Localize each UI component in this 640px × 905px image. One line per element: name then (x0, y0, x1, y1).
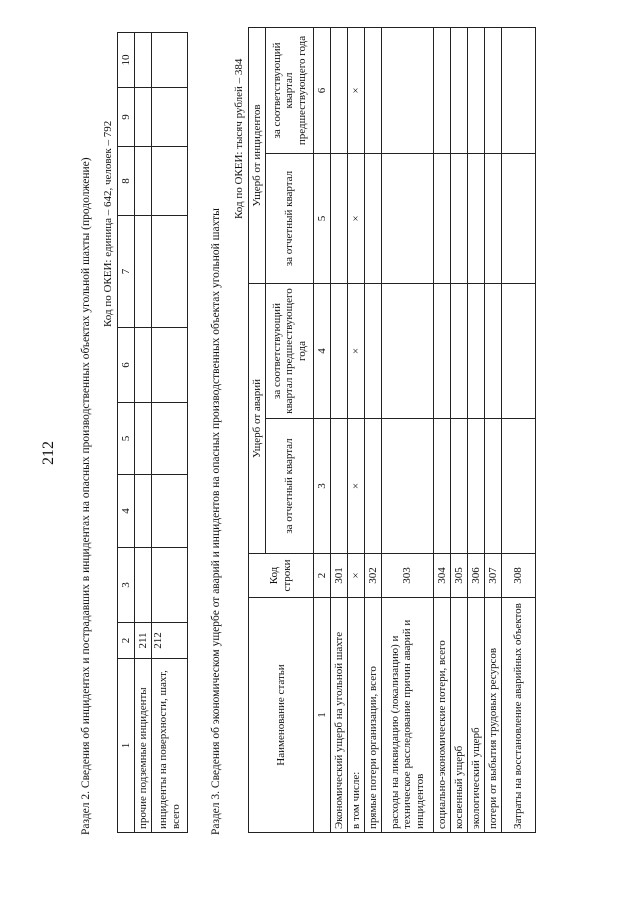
section2-table (117, 32, 188, 833)
section2-header-row (118, 33, 135, 833)
section3-okei: Код по ОКЕИ: тысяч рублей – 384 (233, 58, 245, 219)
data-cell: × (348, 419, 365, 554)
data-cell (152, 548, 188, 623)
data-cell (152, 216, 188, 328)
data-cell (331, 284, 348, 419)
row-label: прямые потери организации, всего (365, 598, 382, 833)
data-cell (451, 27, 468, 153)
col-num-2: 2 (314, 554, 331, 598)
data-cell (135, 548, 152, 623)
data-cell (135, 216, 152, 328)
row-label: в том числе: (348, 598, 365, 833)
data-cell (152, 33, 188, 88)
data-cell (152, 147, 188, 216)
section2-okei: Код по ОКЕИ: единица – 642, человек – 792 (102, 120, 114, 327)
data-cell (434, 419, 451, 554)
table-row (348, 27, 365, 832)
row-label: прочие подземные инциденты (135, 659, 152, 833)
data-cell (468, 419, 485, 554)
table-row (135, 33, 152, 833)
row-code: 306 (468, 554, 485, 598)
data-cell (382, 419, 434, 554)
data-cell (365, 154, 382, 284)
col-num-7: 7 (118, 216, 135, 328)
row-code: 307 (485, 554, 502, 598)
row-code: 302 (365, 554, 382, 598)
data-cell (382, 27, 434, 153)
data-cell (152, 475, 188, 548)
data-cell (451, 284, 468, 419)
data-cell (135, 33, 152, 88)
data-cell (152, 328, 188, 403)
header-accident-previous: за соответствующий квартал предшествующего года (266, 284, 314, 419)
row-code: 308 (502, 554, 536, 598)
data-cell (485, 284, 502, 419)
header-accident-current: за отчетный квартал (266, 419, 314, 554)
row-code: 211 (135, 623, 152, 659)
table-row (434, 27, 451, 832)
col-num-4: 4 (314, 284, 331, 419)
row-code: 303 (382, 554, 434, 598)
data-cell (485, 154, 502, 284)
table-row (502, 27, 536, 832)
col-num-5: 5 (118, 403, 135, 475)
row-label: Экономический ущерб на угольной шахте (331, 598, 348, 833)
section3-num-row (314, 27, 331, 832)
data-cell (331, 27, 348, 153)
col-num-4: 4 (118, 475, 135, 548)
data-cell (365, 419, 382, 554)
row-code: 304 (434, 554, 451, 598)
header-name: Наименование статьи (249, 598, 314, 833)
data-cell: × (348, 154, 365, 284)
data-cell (331, 419, 348, 554)
col-num-5: 5 (314, 154, 331, 284)
row-label: расходы на ликвидацию (локализацию) и техническое расследование причин аварий и инцидентов (382, 598, 434, 833)
data-cell (502, 284, 536, 419)
section3-title: Раздел 3. Сведения об экономическом ущербе от аварий и инцидентов на опасных производственных объектах угольной шахты (210, 208, 222, 835)
data-cell (135, 147, 152, 216)
section3-table (248, 27, 536, 833)
table-row (468, 27, 485, 832)
data-cell (152, 403, 188, 475)
data-cell (135, 88, 152, 147)
row-label: экологический ущерб (468, 598, 485, 833)
col-num-2: 2 (118, 623, 135, 659)
header-code: Код строки (249, 554, 314, 598)
data-cell (451, 154, 468, 284)
section2-title: Раздел 2. Сведения об инцидентах и пострадавших в инцидентах на опасных производственных объектах угольной шахты (продолжение) (80, 157, 92, 835)
data-cell (135, 328, 152, 403)
col-num-3: 3 (118, 548, 135, 623)
row-label: косвенный ущерб (451, 598, 468, 833)
data-cell (468, 284, 485, 419)
col-num-1: 1 (314, 598, 331, 833)
row-code: 301 (331, 554, 348, 598)
header-accident: Ущерб от аварий (249, 284, 266, 554)
col-num-1: 1 (118, 659, 135, 833)
data-cell (434, 154, 451, 284)
row-label: потери от выбытия трудовых ресурсов (485, 598, 502, 833)
page-number: 212 (40, 441, 57, 465)
data-cell (485, 419, 502, 554)
table-row (485, 27, 502, 832)
col-num-8: 8 (118, 147, 135, 216)
data-cell (502, 419, 536, 554)
data-cell (468, 27, 485, 153)
data-cell (502, 154, 536, 284)
header-incident-current: за отчетный квартал (266, 154, 314, 284)
col-num-6: 6 (118, 328, 135, 403)
row-label: Затраты на восстановление аварийных объектов (502, 598, 536, 833)
data-cell (365, 27, 382, 153)
table-row (152, 33, 188, 833)
data-cell: × (348, 27, 365, 153)
data-cell (331, 154, 348, 284)
row-code: × (348, 554, 365, 598)
col-num-3: 3 (314, 419, 331, 554)
table-row (331, 27, 348, 832)
row-code: 212 (152, 623, 188, 659)
row-label: социально-экономические потери, всего (434, 598, 451, 833)
data-cell (135, 403, 152, 475)
data-cell (382, 154, 434, 284)
row-code: 305 (451, 554, 468, 598)
row-label: инциденты на поверхности, шахт, всего (152, 659, 188, 833)
data-cell: × (348, 284, 365, 419)
data-cell (485, 27, 502, 153)
header-incident: Ущерб от инцидентов (249, 27, 266, 283)
col-num-9: 9 (118, 88, 135, 147)
data-cell (382, 284, 434, 419)
col-num-6: 6 (314, 27, 331, 153)
data-cell (451, 419, 468, 554)
table-row (382, 27, 434, 832)
data-cell (365, 284, 382, 419)
data-cell (434, 284, 451, 419)
data-cell (468, 154, 485, 284)
data-cell (502, 27, 536, 153)
data-cell (135, 475, 152, 548)
col-num-10: 10 (118, 33, 135, 88)
header-incident-previous: за соответствующий квартал предшествующего года (266, 27, 314, 153)
table-row (451, 27, 468, 832)
data-cell (152, 88, 188, 147)
data-cell (434, 27, 451, 153)
table-row (365, 27, 382, 832)
